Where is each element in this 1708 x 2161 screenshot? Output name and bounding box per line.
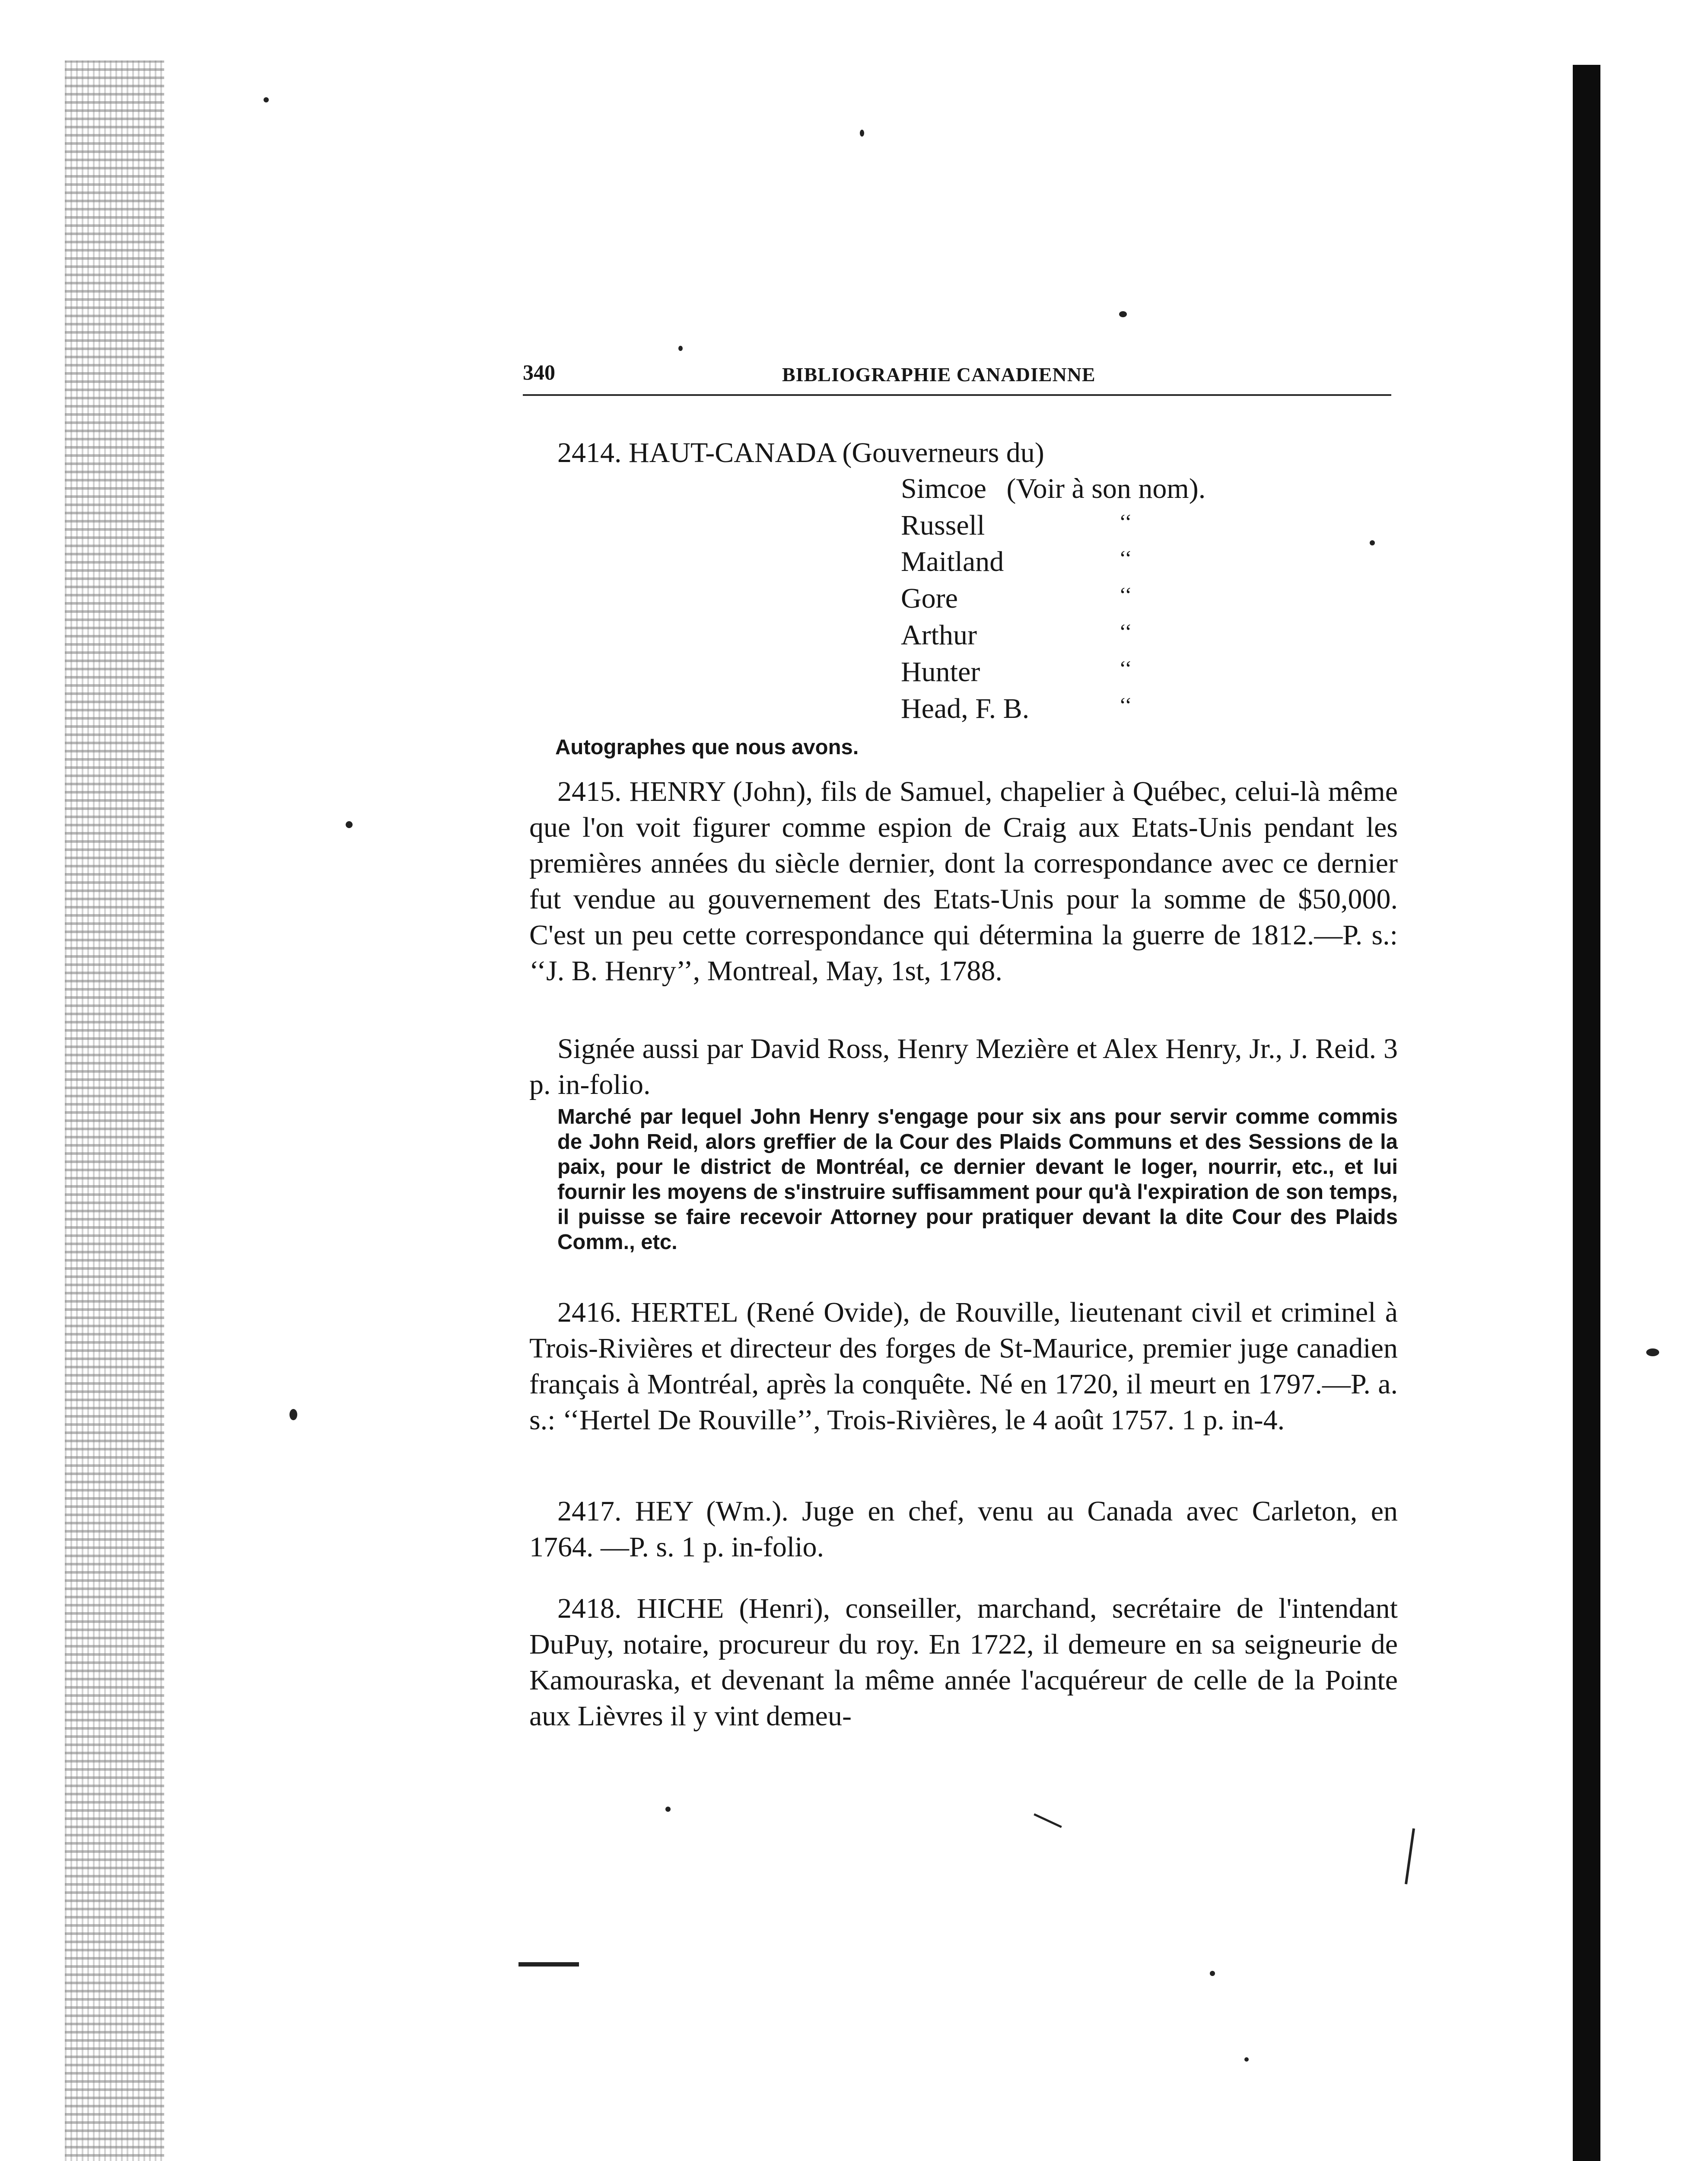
running-header [523,360,1391,396]
stray-mark [518,1962,579,1967]
governor-line [901,692,1029,725]
entry-2416-description: 2416. HERTEL (René Ovide), de Rouville, lieutenant civil et criminel à Trois-Rivières et directeur des forges de St-Maurice, premier juge canadien français à Montréal, après la conquête. Né en 1720, il meurt en 1797.—P. a. s.: ‘‘Hertel De Rouville’’, Trois-Rivières, le 4 août 1757. 1 p. in-4. [529,1297,1398,1436]
stray-mark [1405,1828,1415,1884]
governor-line [901,582,958,615]
speck [665,1807,671,1812]
speck [678,346,683,351]
governor-name: Head, F. B. [901,693,1030,724]
governor-name: Arthur [901,619,977,651]
governor-note: (Voir à son nom). [1006,473,1206,504]
entry-2415-note: Marché par lequel John Henry s'engage pour six ans pour servir comme commis de John Reid, alors greffier de la Cour des Plaids Communs et des Sessions de la paix, pour le district de Montréal, ce dernier devant le loger, nourrir, etc., et lui fournir les moyens de s'instruire suffisamment pour qu'à l'expiration de son temps, il puisse se faire recevoir Attorney pour pratiquer devant la dite Cour des Plaids Comm., etc. [557,1105,1398,1254]
governor-name: Maitland [901,546,1004,577]
scan-edge-bar [1573,65,1600,2161]
entry-2417-description: 2417. HEY (Wm.). Juge en chef, venu au Canada avec Carleton, en 1764. —P. s. 1 p. in-folio. [529,1495,1398,1563]
ditto-mark: ‘‘ [1119,583,1132,607]
speck [1646,1348,1659,1356]
governor-name: Russell [901,510,985,541]
ditto-mark: ‘‘ [1119,656,1132,680]
ditto-mark: ‘‘ [1119,693,1132,717]
governor-line [901,545,1004,578]
entry-2415-signatures: Signée aussi par David Ross, Henry Mezière et Alex Henry, Jr., J. Reid. 3 p. in-folio. [529,1033,1398,1100]
governor-name: Simcoe [901,473,986,504]
governor-name: Hunter [901,656,980,688]
ditto-mark: ‘‘ [1119,619,1132,644]
governor-line [901,472,1205,505]
speck [346,821,353,828]
speck [1370,540,1375,545]
running-title: BIBLIOGRAPHIE CANADIENNE [782,363,1096,386]
governor-line [901,656,980,688]
governor-line [901,619,977,652]
page-number: 340 [523,360,555,384]
scan-edge-noise [65,61,164,2161]
entry-2414-note: Autographes que nous avons. [555,736,859,759]
entry-2418-description: 2418. HICHE (Henri), conseiller, marchand, secrétaire de l'intendant DuPuy, notaire, procureur du roy. En 1722, il demeure en sa seigneurie de Kamouraska, et devenant la même année l'acquéreur de celle de la Pointe aux Lièvres il y vint demeu- [529,1593,1398,1732]
speck [289,1409,297,1420]
ditto-mark: ‘‘ [1119,546,1132,570]
speck [1244,2057,1249,2062]
speck [1119,311,1127,317]
governor-line [901,509,985,542]
speck [264,97,269,102]
entry-2414-heading: 2414. HAUT-CANADA (Gouverneurs du) [557,437,1044,469]
entry-2415-description: 2415. HENRY (John), fils de Samuel, chapelier à Québec, celui-là même que l'on voit figurer comme espion de Craig aux Etats-Unis pendant les premières années du siècle dernier, dont la correspondance avec ce dernier fut vendue au gouvernement des Etats-Unis pour la somme de $50,000. C'est un peu cette correspondance qui détermina la guerre de 1812.—P. s.: ‘‘J. B. Henry’’, Montreal, May, 1st, 1788. [529,776,1398,987]
governor-name: Gore [901,583,958,614]
speck [860,130,864,137]
stray-mark [1034,1813,1062,1828]
ditto-mark: ‘‘ [1119,510,1132,534]
speck [1210,1971,1215,1976]
